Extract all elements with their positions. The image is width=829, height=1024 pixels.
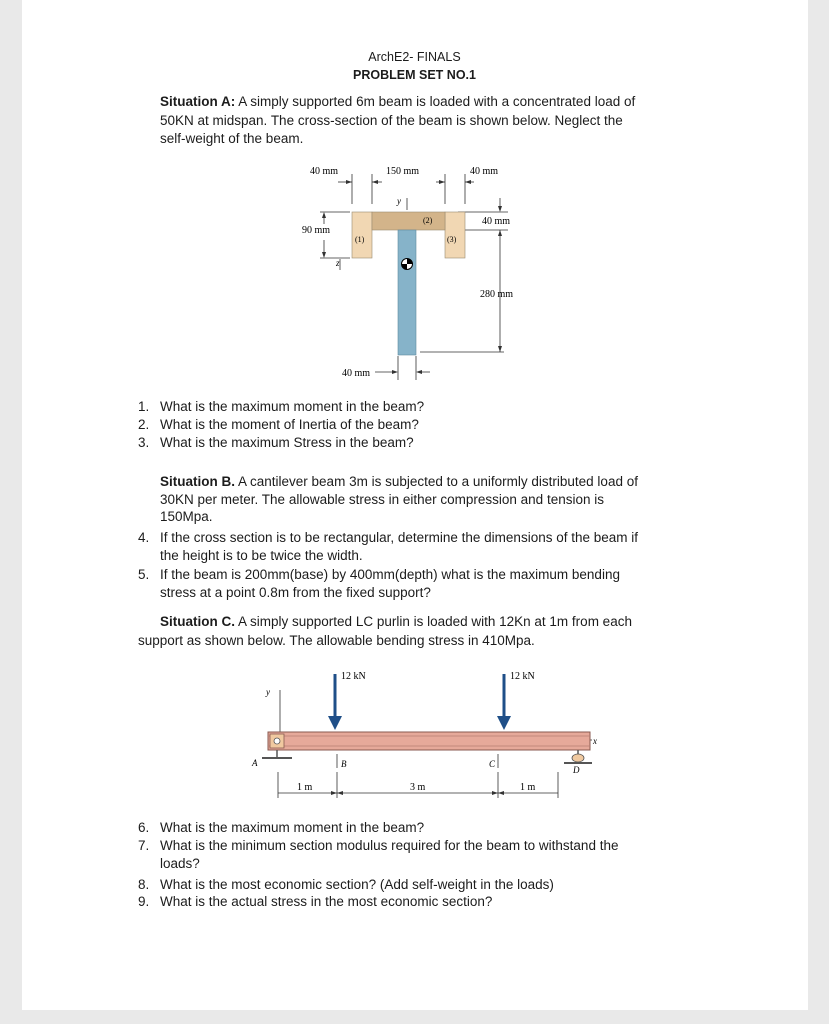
dim-right-c: 1 m xyxy=(520,782,536,793)
part-1-label: (1) xyxy=(355,235,365,244)
point-a-label: A xyxy=(252,758,258,768)
question-3: 3. What is the maximum Stress in the beam? xyxy=(138,435,414,450)
situation-c-label: Situation C. xyxy=(160,614,235,629)
dim-right-top: 40 mm xyxy=(482,216,511,227)
situation-b-text: Situation B. A cantilever beam 3m is subjected to a uniformly distributed load of 30KN per meter. The allowable stress in either compression and tension is 150Mpa. xyxy=(160,474,638,524)
flange-part-2 xyxy=(372,212,445,230)
beam-body xyxy=(268,732,590,750)
beam-diagram xyxy=(240,660,620,805)
part-3-label: (3) xyxy=(447,235,457,244)
dim-top-left: 40 mm xyxy=(310,166,339,177)
dim-mid-c: 3 m xyxy=(410,782,426,793)
question-7: 7. What is the minimum section modulus required for the beam to withstand the loads? xyxy=(138,838,619,871)
question-9: 9. What is the actual stress in the most economic section? xyxy=(138,894,493,909)
question-8: 8. What is the most economic section? (Add self-weight in the loads) xyxy=(138,877,554,892)
axis-y-label: y xyxy=(397,196,401,206)
course-title: ArchE2- FINALS xyxy=(368,50,461,64)
web-part xyxy=(398,230,416,355)
point-b-label: B xyxy=(341,759,347,769)
t-section-diagram xyxy=(290,160,540,385)
load-left-label: 12 kN xyxy=(341,671,366,682)
dim-top-right: 40 mm xyxy=(470,166,499,177)
dim-bottom: 40 mm xyxy=(342,368,371,379)
dim-left: 90 mm xyxy=(302,225,331,236)
dim-right: 280 mm xyxy=(480,289,514,300)
situation-a-text: Situation A: A simply supported 6m beam is loaded with a concentrated load of 50KN at midspan. The cross-section of the beam is shown below. Neglect the self-weight of the beam. xyxy=(160,94,636,146)
axis-z-label: z xyxy=(336,258,340,268)
point-d-label: D xyxy=(573,765,580,775)
part-2-label: (2) xyxy=(423,216,433,225)
dim-left-c: 1 m xyxy=(297,782,313,793)
dim-top-mid: 150 mm xyxy=(386,166,420,177)
question-2: 2. What is the moment of Inertia of the beam? xyxy=(138,417,419,432)
question-1: 1. What is the maximum moment in the beam? xyxy=(138,399,425,414)
situation-b-label: Situation B. xyxy=(160,474,235,489)
axis-y-label-c: y xyxy=(266,687,270,697)
point-c-label: C xyxy=(489,759,496,769)
question-4: 4. If the cross section is to be rectangular, determine the dimensions of the beam if the height is to be twice the width. xyxy=(138,530,639,563)
axis-x-label-c: x xyxy=(593,736,597,746)
situation-a-label: Situation A: xyxy=(160,94,236,109)
load-right-label: 12 kN xyxy=(510,671,535,682)
question-6: 6. What is the maximum moment in the beam? xyxy=(138,820,425,835)
question-5: 5. If the beam is 200mm(base) by 400mm(depth) what is the maximum bending stress at a point 0.8m from the fixed support? xyxy=(138,567,620,600)
situation-c-text: Situation C. A simply supported LC purlin is loaded with 12Kn at 1m from each support as shown below. The allowable bending stress in 410Mpa. xyxy=(138,614,632,648)
problem-set-title: PROBLEM SET NO.1 xyxy=(353,68,476,82)
